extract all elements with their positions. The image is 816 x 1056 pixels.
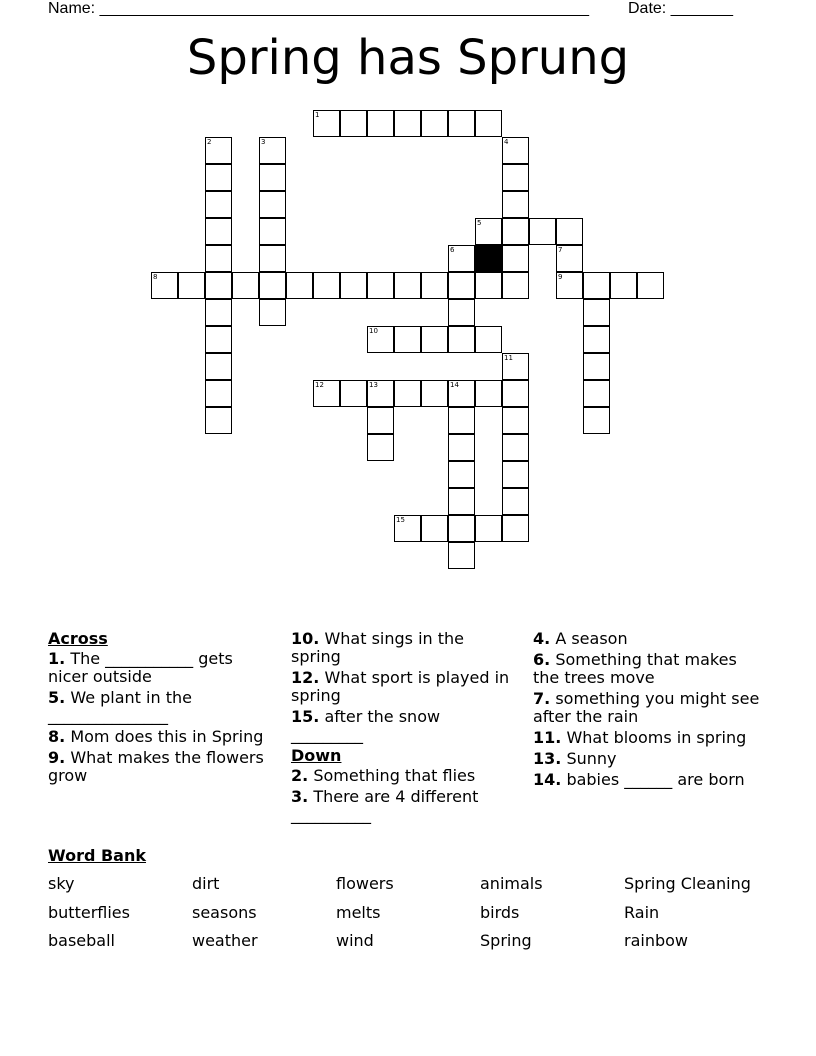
crossword-cell[interactable] (502, 245, 529, 272)
crossword-cell[interactable] (610, 272, 637, 299)
crossword-cell[interactable] (205, 272, 232, 299)
clue-number: 7 (558, 246, 563, 254)
crossword-cell[interactable] (205, 299, 232, 326)
crossword-cell[interactable] (583, 353, 610, 380)
crossword-cell[interactable] (502, 434, 529, 461)
crossword-cell[interactable] (475, 515, 502, 542)
clue-number: 2 (207, 138, 212, 146)
clue-across-5: 5. We plant in the _______________ (48, 688, 192, 725)
word-bank-word: seasons (192, 903, 257, 922)
crossword-cell[interactable] (556, 272, 583, 299)
clues-col-1 (48, 630, 268, 788)
clue-across-1: 1. The ___________ gets nicer outside (48, 649, 233, 686)
word-bank-word: butterflies (48, 903, 130, 922)
crossword-cell[interactable] (205, 353, 232, 380)
crossword-cell[interactable] (205, 137, 232, 164)
word-bank-word: dirt (192, 874, 220, 893)
clue-number: 1 (315, 111, 320, 119)
crossword-cell[interactable] (394, 380, 421, 407)
crossword-cell[interactable] (502, 164, 529, 191)
clue-number: 5 (477, 219, 482, 227)
crossword-cell[interactable] (448, 272, 475, 299)
crossword-cell[interactable] (421, 515, 448, 542)
crossword-cell[interactable] (502, 407, 529, 434)
crossword-cell[interactable] (205, 164, 232, 191)
crossword-cell[interactable] (583, 407, 610, 434)
crossword-cell[interactable] (394, 515, 421, 542)
crossword-cell[interactable] (367, 110, 394, 137)
crossword-cell[interactable] (448, 110, 475, 137)
crossword-cell[interactable] (502, 218, 529, 245)
clue-across-12: 12. What sport is played in spring (291, 668, 510, 705)
clue-number: 6 (450, 246, 455, 254)
crossword-cell[interactable] (502, 137, 529, 164)
clue-down-2: 2. Something that flies (291, 766, 476, 785)
crossword-cell[interactable] (448, 326, 475, 353)
crossword-cell[interactable] (475, 326, 502, 353)
crossword-cell[interactable] (448, 515, 475, 542)
crossword-cell[interactable] (448, 380, 475, 407)
clue-down-11: 11. What blooms in spring (533, 728, 747, 747)
clue-number: 3 (261, 138, 266, 146)
crossword-cell[interactable] (448, 542, 475, 569)
crossword-cell[interactable] (448, 299, 475, 326)
word-bank-word: Rain (624, 903, 660, 922)
crossword-cell[interactable] (313, 110, 340, 137)
crossword-cell[interactable] (502, 380, 529, 407)
clue-down-7: 7. something you might see after the rain (533, 689, 760, 726)
crossword-cell[interactable] (232, 272, 259, 299)
crossword-cell[interactable] (367, 434, 394, 461)
crossword-cell[interactable] (340, 110, 367, 137)
word-bank-word: rainbow (624, 931, 688, 950)
clue-number: 11 (504, 354, 513, 362)
crossword-cell[interactable] (205, 407, 232, 434)
crossword-cell[interactable] (286, 272, 313, 299)
crossword-cell[interactable] (502, 353, 529, 380)
crossword-cell[interactable] (502, 488, 529, 515)
crossword-cell[interactable] (151, 272, 178, 299)
clue-across-10: 10. What sings in the spring (291, 629, 464, 666)
crossword-cell[interactable] (259, 299, 286, 326)
crossword-cell[interactable] (178, 272, 205, 299)
crossword-cell[interactable] (259, 164, 286, 191)
crossword-cell[interactable] (421, 272, 448, 299)
crossword-cell[interactable] (259, 245, 286, 272)
across-heading: Across (48, 629, 108, 648)
crossword-cell[interactable] (448, 461, 475, 488)
date-line: Date: _______ (628, 0, 733, 17)
clue-down-13: 13. Sunny (533, 749, 617, 768)
clue-number: 13 (369, 381, 378, 389)
clue-down-4: 4. A season (533, 629, 628, 648)
crossword-cell[interactable] (421, 110, 448, 137)
clue-down-14: 14. babies ______ are born (533, 770, 745, 789)
clue-number: 14 (450, 381, 459, 389)
clue-down-6: 6. Something that makes the trees move (533, 650, 737, 687)
crossword-cell[interactable] (583, 272, 610, 299)
crossword-cell[interactable] (367, 326, 394, 353)
clues-col-3 (533, 630, 763, 792)
name-line: Name: _______________________________________________________ (48, 0, 589, 17)
crossword-cell[interactable] (205, 191, 232, 218)
crossword-cell[interactable] (502, 272, 529, 299)
crossword-cell[interactable] (367, 272, 394, 299)
crossword-cell[interactable] (583, 380, 610, 407)
word-bank-word: sky (48, 874, 75, 893)
crossword-black-cell (475, 245, 502, 272)
clue-number: 4 (504, 138, 509, 146)
crossword-cell[interactable] (340, 272, 367, 299)
clue-number: 9 (558, 273, 563, 281)
clue-number: 8 (153, 273, 158, 281)
crossword-cell[interactable] (205, 326, 232, 353)
clue-across-8: 8. Mom does this in Spring (48, 727, 264, 746)
crossword-cell[interactable] (259, 272, 286, 299)
word-bank-word: weather (192, 931, 258, 950)
crossword-cell[interactable] (259, 218, 286, 245)
crossword-cell[interactable] (475, 218, 502, 245)
crossword-cell[interactable] (475, 380, 502, 407)
crossword-cell[interactable] (556, 245, 583, 272)
crossword-cell[interactable] (502, 515, 529, 542)
crossword-cell[interactable] (583, 299, 610, 326)
crossword-cell[interactable] (448, 407, 475, 434)
word-bank-word: Spring Cleaning (624, 874, 751, 893)
crossword-cell[interactable] (448, 488, 475, 515)
word-bank-word: baseball (48, 931, 115, 950)
crossword-cell[interactable] (421, 380, 448, 407)
crossword-cell[interactable] (313, 272, 340, 299)
down-heading: Down (291, 746, 342, 765)
crossword-cell[interactable] (502, 461, 529, 488)
crossword-cell[interactable] (421, 326, 448, 353)
crossword-cell[interactable] (556, 218, 583, 245)
crossword-cell[interactable] (313, 380, 340, 407)
word-bank-word: animals (480, 874, 543, 893)
crossword-cell[interactable] (205, 380, 232, 407)
crossword-cell[interactable] (367, 407, 394, 434)
crossword-cell[interactable] (394, 326, 421, 353)
crossword-cell[interactable] (205, 245, 232, 272)
word-bank-word: birds (480, 903, 520, 922)
word-bank-word: Spring (480, 931, 532, 950)
crossword-cell[interactable] (205, 218, 232, 245)
crossword-cell[interactable] (448, 434, 475, 461)
clue-across-15: 15. after the snow _________ (291, 707, 441, 744)
crossword-cell[interactable] (394, 110, 421, 137)
crossword-cell[interactable] (259, 191, 286, 218)
crossword-cell[interactable] (340, 380, 367, 407)
page-title: Spring has Sprung (186, 30, 630, 86)
clue-number: 10 (369, 327, 378, 335)
crossword-cell[interactable] (367, 380, 394, 407)
word-bank-word: flowers (336, 874, 394, 893)
clue-number: 12 (315, 381, 324, 389)
crossword-cell[interactable] (529, 218, 556, 245)
crossword-cell[interactable] (583, 326, 610, 353)
word-bank-word: wind (336, 931, 374, 950)
clue-number: 15 (396, 516, 405, 524)
crossword-cell[interactable] (448, 245, 475, 272)
crossword-cell[interactable] (502, 191, 529, 218)
word-bank-word: melts (336, 903, 381, 922)
word-bank-title: Word Bank (48, 846, 147, 865)
crossword-cell[interactable] (394, 272, 421, 299)
crossword-cell[interactable] (475, 110, 502, 137)
crossword-cell[interactable] (637, 272, 664, 299)
crossword-cell[interactable] (259, 137, 286, 164)
crossword-cell[interactable] (475, 272, 502, 299)
clue-across-9: 9. What makes the flowers grow (48, 748, 264, 785)
clue-down-3: 3. There are 4 different __________ (291, 787, 479, 824)
clues-col-2 (291, 630, 511, 827)
